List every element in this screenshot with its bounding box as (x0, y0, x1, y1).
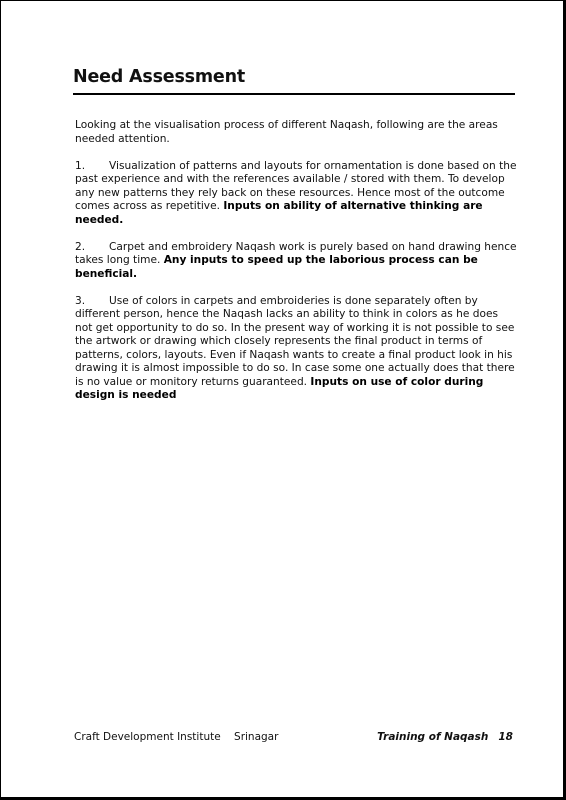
list-item-number: 2. (75, 240, 86, 253)
list-item-3 (75, 295, 517, 403)
list-item-emphasis: Inputs on ability of alternative thinking are needed. (75, 200, 483, 226)
list-item-emphasis: Inputs on use of color during design is needed (75, 375, 484, 401)
list-item-2 (75, 241, 517, 282)
list-item-emphasis: Any inputs to speed up the laborious process can be beneficial. (75, 254, 478, 280)
list-item-text: Use of colors in carpets and embroideries is done separately often by different person, hence the Naqash lacks an ability to think in colors as he does not get opportunity to do so. In the present way of working it is not possible to see the artwork or drawing which closely represents the final product in terms of patterns, colors, layouts. Even if Naqash wants to create a final product look in his drawing it is almost impossible to do so. In case some one actually does that there is no value or monitory returns guaranteed. (75, 294, 515, 388)
page-number: 18 (498, 731, 513, 743)
intro-paragraph: Looking at the visualisation process of different Naqash, following are the areas needed attention. (75, 119, 498, 145)
list-item-text: Visualization of patterns and layouts for ornamentation is done based on the past experience and with the references available / stored with them. To develop any new patterns they rely back on these resources. Hence most of the outcome comes across as repetitive. (75, 159, 517, 212)
footer-institute: Craft Development Institute Srinagar (74, 731, 279, 743)
footer-publication (377, 731, 513, 743)
list-item-1 (75, 160, 517, 228)
list-item-number: 1. (75, 159, 86, 172)
footer-publication-title: Training of Naqash (377, 731, 489, 743)
list-item-number: 3. (75, 294, 86, 307)
title-underline (73, 93, 515, 95)
body-content (75, 119, 517, 416)
page-title: Need Assessment (73, 67, 246, 87)
list-item-text: Carpet and embroidery Naqash work is purely based on hand drawing hence takes long time. (75, 240, 517, 266)
